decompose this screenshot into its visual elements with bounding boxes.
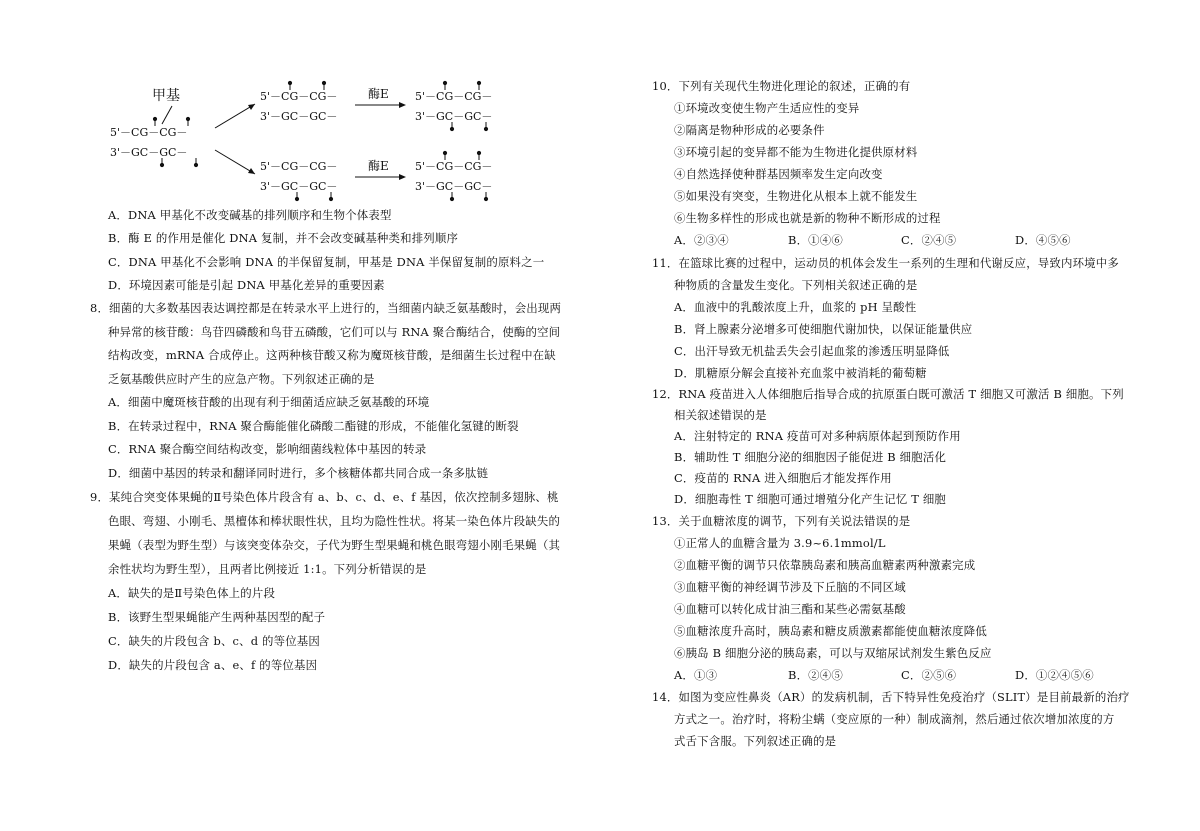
q10-item: ②隔离是物种形成的必要条件	[674, 123, 825, 137]
q10-choice-c: C．②④⑤	[901, 233, 957, 247]
strand-c-bottom: 3'－GC－GC－	[415, 110, 493, 123]
methyl-marks-e	[443, 151, 487, 200]
q14-stem-line: 式舌下含服。下列叙述正确的是	[674, 734, 837, 748]
q13-item: ⑥胰岛 B 细胞分泌的胰岛素，可以与双缩尿试剂发生紫色反应	[674, 646, 992, 660]
methyl-marks-b	[288, 81, 325, 90]
q9-stem-line: 果蝇（表型为野生型）与该突变体杂交，子代为野生型果蝇和桃色眼弯翅小刚毛果蝇（其	[108, 538, 561, 552]
q13-stem: 13．关于血糖浓度的调节，下列有关说法错误的是	[652, 514, 911, 528]
enzyme-label-1: 酶E	[368, 87, 389, 101]
strand-d-top: 5'－CG－CG－	[260, 160, 338, 173]
q12-option-d: D．细胞毒性 T 细胞可通过增殖分化产生记忆 T 细胞	[674, 492, 947, 506]
q10-item: ①环境改变使生物产生适应性的变异	[674, 101, 860, 115]
q9-option-b: B．该野生型果蝇能产生两种基因型的配子	[108, 610, 326, 624]
q12-stem-line: 相关叙述错误的是	[674, 408, 767, 422]
arrow-up	[215, 104, 255, 128]
strand-e-top: 5'－CG－CG－	[415, 160, 493, 173]
q10-choice-b: B．①④⑥	[788, 233, 843, 247]
q12-option-b: B．辅助性 T 细胞分泌的细胞因子能促进 B 细胞活化	[674, 450, 947, 464]
q12-option-a: A．注射特定的 RNA 疫苗可对多种病原体起到预防作用	[674, 429, 961, 443]
q13-choice-a: A．①③	[674, 668, 718, 682]
strand-d-bottom: 3'－GC－GC－	[260, 180, 338, 193]
arrow-down	[215, 150, 255, 174]
strand-a-bottom: 3'－GC－GC－	[110, 146, 188, 159]
methyl-marks-a	[153, 117, 197, 166]
q7-option-b: B．酶 E 的作用是催化 DNA 复制，并不会改变碱基种类和排列顺序	[108, 231, 459, 245]
q8-stem-line: 8．细菌的大多数基因表达调控都是在转录水平上进行的，当细菌内缺乏氨基酸时，会出现两	[90, 301, 562, 315]
q10-item: ④自然选择使种群基因频率发生定向改变	[674, 167, 883, 181]
methyl-marks-c	[443, 81, 487, 130]
q8-option-c: C．RNA 聚合酶空间结构改变，影响细菌线粒体中基因的转录	[108, 442, 427, 456]
q9-stem-line: 余性状均为野生型），且两者比例接近 1:1。下列分析错误的是	[108, 562, 427, 576]
q14-stem-line: 14．如图为变应性鼻炎（AR）的发病机制，舌下特异性免疫治疗（SLIT）是目前最新的治疗	[652, 690, 1130, 704]
q8-option-a: A．细菌中魔斑核苷酸的出现有利于细菌适应缺乏氨基酸的环境	[108, 395, 430, 409]
q13-choice-d: D．①②④⑤⑥	[1015, 668, 1094, 682]
q10-choice-d: D．④⑤⑥	[1015, 233, 1071, 247]
strand-b-top: 5'－CG－CG－	[260, 90, 338, 103]
q13-choice-c: C．②⑤⑥	[901, 668, 957, 682]
q9-stem-line: 色眼、弯翅、小刚毛、黑檀体和棒状眼性状，且均为隐性性状。将某一染色体片段缺失的	[108, 514, 561, 528]
methyl-pointer	[162, 106, 172, 124]
q13-item: ②血糖平衡的调节只依靠胰岛素和胰高血糖素两种激素完成	[674, 558, 976, 572]
q11-option-b: B．肾上腺素分泌增多可使细胞代谢加快，以保证能量供应	[674, 322, 973, 336]
strand-c-top: 5'－CG－CG－	[415, 90, 493, 103]
strand-a-top: 5'－CG－CG－	[110, 126, 188, 139]
q13-choice-b: B．②④⑤	[788, 668, 843, 682]
dna-methylation-diagram	[110, 78, 530, 208]
q8-option-d: D．细菌中基因的转录和翻译同时进行，多个核糖体都共同合成一条多肽链	[108, 466, 489, 480]
methyl-label: 甲基	[152, 88, 180, 104]
q9-option-c: C．缺失的片段包含 b、c、d 的等位基因	[108, 634, 320, 648]
q13-item: ④血糖可以转化成甘油三酯和某些必需氨基酸	[674, 602, 906, 616]
q10-choice-a: A．②③④	[674, 233, 729, 247]
q9-option-d: D．缺失的片段包含 a、e、f 的等位基因	[108, 658, 318, 672]
q8-stem-line: 乏氨基酸供应时产生的应急产物。下列叙述正确的是	[108, 372, 375, 386]
q13-item: ①正常人的血糖含量为 3.9~6.1mmol/L	[674, 536, 886, 550]
q10-item: ⑤如果没有突变，生物进化从根本上就不能发生	[674, 189, 918, 203]
q11-option-d: D．肌糖原分解会直接补充血浆中被消耗的葡萄糖	[674, 366, 927, 380]
q11-stem-line: 11．在篮球比赛的过程中，运动员的机体会发生一系列的生理和代谢反应，导致内环境中多	[652, 256, 1119, 270]
q12-option-c: C．疫苗的 RNA 进入细胞后才能发挥作用	[674, 471, 892, 485]
q8-option-b: B．在转录过程中，RNA 聚合酶能催化磷酸二酯键的形成，不能催化氢键的断裂	[108, 419, 519, 433]
q7-option-a: A．DNA 甲基化不改变碱基的排列顺序和生物个体表型	[108, 208, 392, 222]
q13-item: ⑤血糖浓度升高时，胰岛素和糖皮质激素都能使血糖浓度降低	[674, 624, 987, 638]
q8-stem-line: 种异常的核苷酸：鸟苷四磷酸和鸟苷五磷酸，它们可以与 RNA 聚合酶结合，使酶的空间	[108, 325, 561, 339]
strand-b-bottom: 3'－GC－GC－	[260, 110, 338, 123]
q10-item: ⑥生物多样性的形成也就是新的物种不断形成的过程	[674, 211, 941, 225]
q11-option-c: C．出汗导致无机盐丢失会引起血浆的渗透压明显降低	[674, 344, 950, 358]
q9-stem-line: 9．某纯合突变体果蝇的Ⅱ号染色体片段含有 a、b、c、d、e、f 基因，依次控制多翅脉、桃	[90, 490, 559, 504]
q10-stem: 10．下列有关现代生物进化理论的叙述，正确的有	[652, 79, 911, 93]
q9-option-a: A．缺失的是Ⅱ号染色体上的片段	[108, 586, 276, 600]
q11-option-a: A．血液中的乳酸浓度上升，血浆的 pH 呈酸性	[674, 300, 917, 314]
q13-item: ③血糖平衡的神经调节涉及下丘脑的不同区域	[674, 580, 906, 594]
q7-option-d: D．环境因素可能是引起 DNA 甲基化差异的重要因素	[108, 278, 385, 292]
q7-option-c: C．DNA 甲基化不会影响 DNA 的半保留复制，甲基是 DNA 半保留复制的原料之一	[108, 255, 545, 269]
enzyme-label-2: 酶E	[368, 159, 389, 173]
q12-stem-line: 12．RNA 疫苗进入人体细胞后指导合成的抗原蛋白既可激活 T 细胞又可激活 B 细胞。下列	[652, 387, 1124, 401]
strand-e-bottom: 3'－GC－GC－	[415, 180, 493, 193]
q8-stem-line: 结构改变，mRNA 合成停止。这两种核苷酸又称为魔斑核苷酸，是细菌生长过程中在缺	[108, 348, 556, 362]
q10-item: ③环境引起的变异都不能为生物进化提供原材料	[674, 145, 918, 159]
q14-stem-line: 方式之一。治疗时，将粉尘螨（变应原的一种）制成滴剂，然后通过依次增加浓度的方	[674, 712, 1115, 726]
methyl-marks-d	[295, 192, 332, 201]
q11-stem-line: 种物质的含量发生变化。下列相关叙述正确的是	[674, 278, 918, 292]
